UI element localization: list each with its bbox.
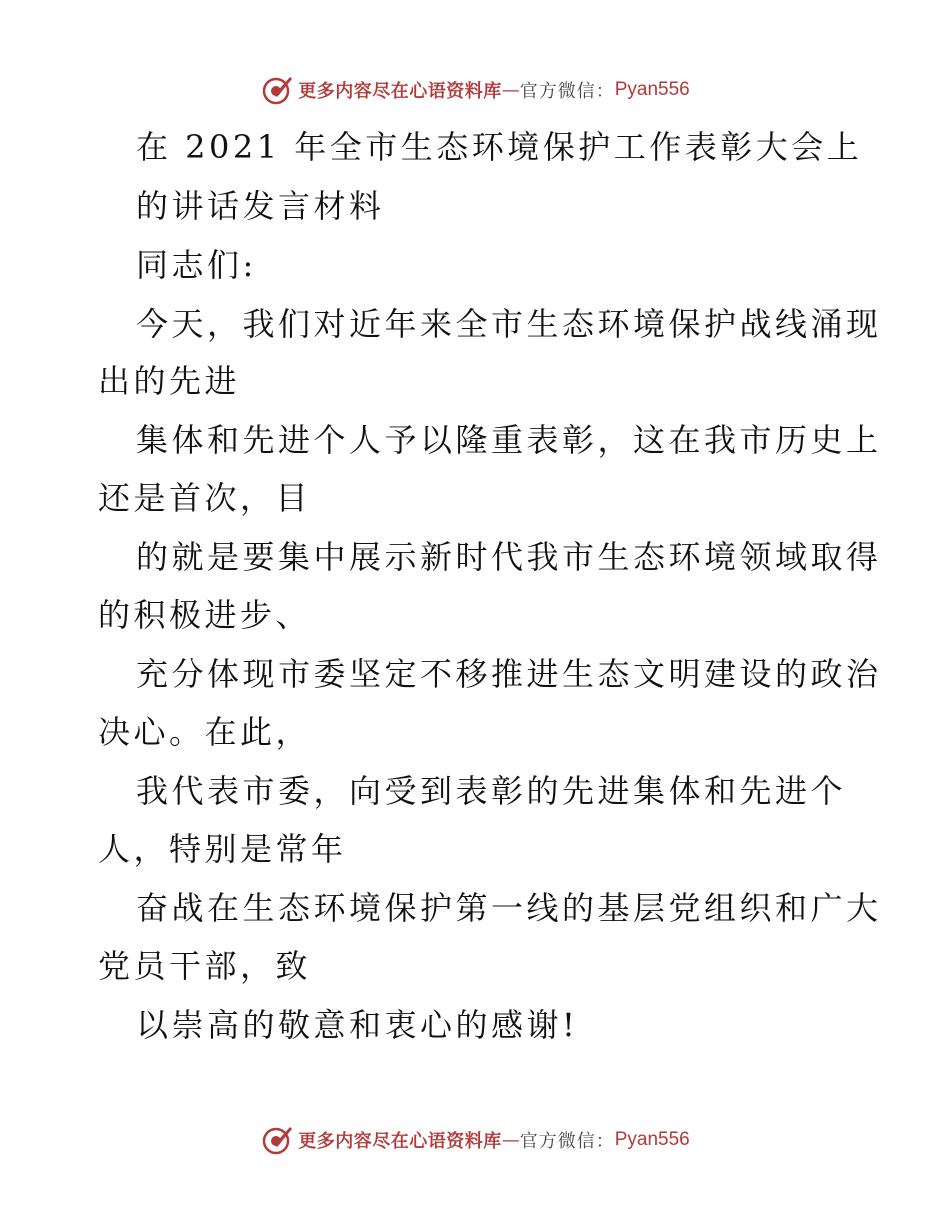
paragraph-line: 以崇高的敬意和衷心的感谢!: [136, 1006, 579, 1044]
salutation: 同志们:: [136, 246, 257, 284]
banner-site-text: 更多内容尽在心语资料库: [298, 81, 502, 102]
paragraph-line: 还是首次，目: [98, 479, 312, 517]
paragraph-line: 的积极进步、: [98, 596, 312, 634]
quill-pen-icon: [260, 1123, 294, 1157]
paragraph-line: 人，特别是常年: [98, 830, 347, 868]
banner-wechat-id: Pyan556: [614, 79, 690, 100]
paragraph-line: 充分体现市委坚定不移推进生态文明建设的政治: [136, 655, 882, 693]
paragraph-line: 的就是要集中展示新时代我市生态环境领域取得: [136, 538, 882, 576]
paragraph-line: 今天，我们对近年来全市生态环境保护战线涌现: [136, 305, 882, 343]
paragraph-line: 党员干部，致: [98, 947, 312, 985]
banner-site-text: 更多内容尽在心语资料库: [298, 1131, 502, 1152]
paragraph-line: 出的先进: [98, 362, 241, 400]
footer-banner: [0, 1120, 950, 1160]
header-banner: [0, 70, 950, 110]
paragraph-line: 决心。在此，: [98, 713, 312, 751]
paragraph-line: 集体和先进个人予以隆重表彰，这在我市历史上: [136, 421, 882, 459]
paragraph-line: 我代表市委，向受到表彰的先进集体和先进个: [136, 772, 847, 810]
doc-title-line-1: 在 2021 年全市生态环境保护工作表彰大会上: [136, 128, 863, 166]
banner-label: 官方微信：: [519, 1131, 615, 1152]
banner-wechat-id: Pyan556: [614, 1129, 690, 1150]
doc-title-line-2: 的讲话发言材料: [136, 187, 385, 225]
banner-label: 官方微信：: [519, 81, 615, 102]
banner-separator: —: [501, 79, 520, 101]
banner-separator: —: [501, 1129, 520, 1151]
quill-pen-icon: [260, 73, 294, 107]
paragraph-line: 奋战在生态环境保护第一线的基层党组织和广大: [136, 889, 882, 927]
